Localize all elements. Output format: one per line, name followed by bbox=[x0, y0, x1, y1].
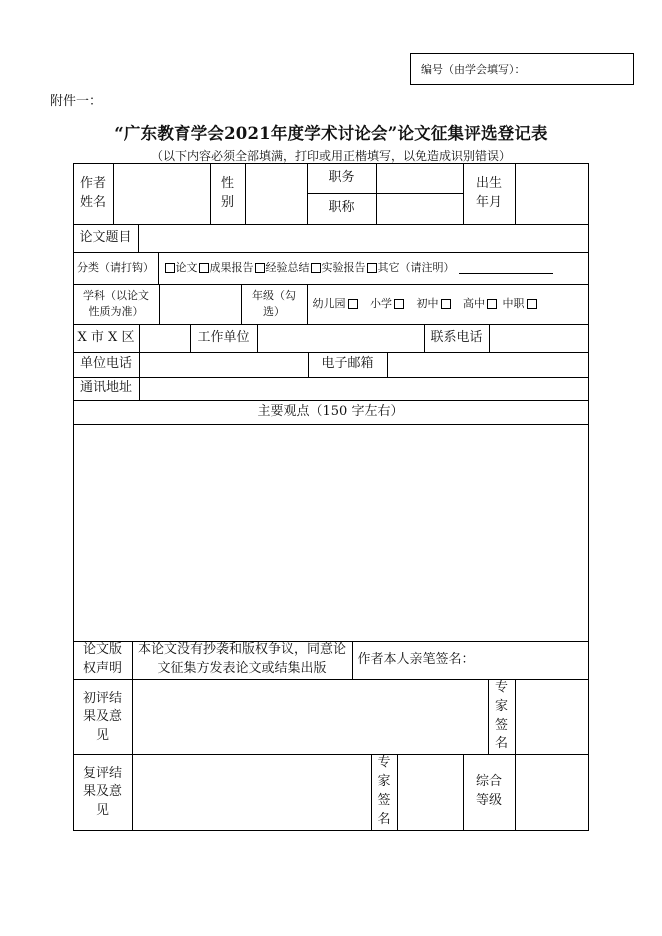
subject-field[interactable] bbox=[159, 284, 242, 325]
other-input-line[interactable] bbox=[459, 263, 553, 274]
email-label: 电子邮箱 bbox=[308, 352, 388, 378]
grade-option-senior: 高中 bbox=[463, 297, 485, 311]
second-review-field[interactable] bbox=[132, 754, 372, 831]
attachment-label: 附件一： bbox=[50, 94, 103, 109]
grade-label: 年级（勾选） bbox=[241, 284, 308, 325]
unit-phone-field[interactable] bbox=[139, 352, 309, 378]
main-points-field[interactable] bbox=[73, 424, 589, 642]
email-field[interactable] bbox=[387, 352, 589, 378]
serial-number-box bbox=[410, 53, 634, 85]
district-field[interactable] bbox=[139, 324, 191, 353]
gender-label: 性别 bbox=[210, 163, 246, 225]
checkbox-icon[interactable] bbox=[348, 299, 358, 309]
first-review-field[interactable] bbox=[132, 679, 489, 755]
grade-option-kindergarten: 幼儿园 bbox=[312, 297, 346, 311]
grade-option-junior: 初中 bbox=[416, 297, 439, 311]
checkbox-icon[interactable] bbox=[165, 263, 175, 273]
work-unit-field[interactable] bbox=[257, 324, 425, 353]
first-expert-sign-field[interactable] bbox=[515, 679, 589, 755]
second-review-label: 复评结果及意见 bbox=[73, 754, 133, 831]
birth-label: 出生年月 bbox=[463, 163, 516, 225]
serial-number-label: 编号（由学会填写）： bbox=[421, 63, 526, 76]
second-expert-sign-label: 专家签名 bbox=[371, 754, 398, 831]
grade-option-vocational: 中职 bbox=[502, 297, 525, 311]
position-label: 职务 bbox=[307, 163, 377, 194]
checkbox-icon[interactable] bbox=[199, 263, 209, 273]
checkbox-icon[interactable] bbox=[394, 299, 404, 309]
author-name-label: 作者姓名 bbox=[73, 163, 114, 225]
district-label: X 市 X 区 bbox=[73, 324, 140, 353]
form-subtitle: （以下内容必须全部填满，打印或用正楷填写，以免造成识别错误） bbox=[150, 149, 511, 163]
checkbox-icon[interactable] bbox=[255, 263, 265, 273]
checkbox-icon[interactable] bbox=[441, 299, 451, 309]
birth-field[interactable] bbox=[515, 163, 589, 225]
address-field[interactable] bbox=[139, 377, 589, 401]
copyright-statement: 本论文没有抄袭和版权争议，同意论文征集方发表论文或结集出版 bbox=[132, 641, 353, 680]
checkbox-icon[interactable] bbox=[367, 263, 377, 273]
category-option-experiment: 实验报告 bbox=[321, 261, 366, 275]
grade-options bbox=[307, 284, 589, 325]
category-option-paper: 论文 bbox=[175, 261, 198, 275]
grade-option-primary: 小学 bbox=[370, 297, 392, 311]
category-label: 分类（请打钩） bbox=[73, 252, 159, 285]
contact-phone-field[interactable] bbox=[489, 324, 589, 353]
category-option-summary: 经验总结 bbox=[265, 261, 310, 275]
title-field[interactable] bbox=[376, 193, 464, 225]
category-option-other: 其它（请注明） bbox=[377, 261, 455, 275]
gender-field[interactable] bbox=[245, 163, 308, 225]
copyright-label: 论文版权声明 bbox=[73, 641, 133, 680]
overall-grade-field[interactable] bbox=[515, 754, 589, 831]
checkbox-icon[interactable] bbox=[527, 299, 537, 309]
subject-label: 学科（以论文性质为准） bbox=[73, 284, 160, 325]
author-name-field[interactable] bbox=[113, 163, 211, 225]
title-label: 职称 bbox=[307, 193, 377, 225]
first-review-label: 初评结果及意见 bbox=[73, 679, 133, 755]
category-option-report: 成果报告 bbox=[209, 261, 254, 275]
checkbox-icon[interactable] bbox=[311, 263, 321, 273]
paper-title-label: 论文题目 bbox=[73, 224, 139, 253]
contact-phone-label: 联系电话 bbox=[424, 324, 490, 353]
work-unit-label: 工作单位 bbox=[190, 324, 258, 353]
form-title: “广东教育学会2021年度学术讨论会”论文征集评选登记表 bbox=[114, 124, 548, 143]
category-options bbox=[158, 252, 589, 285]
position-field[interactable] bbox=[376, 163, 464, 194]
paper-title-field[interactable] bbox=[138, 224, 589, 253]
author-signature-field[interactable]: 作者本人亲笔签名： bbox=[352, 641, 589, 680]
second-expert-sign-field[interactable] bbox=[397, 754, 464, 831]
overall-grade-label: 综合等级 bbox=[463, 754, 516, 831]
first-expert-sign-label: 专家签名 bbox=[488, 679, 516, 755]
address-label: 通讯地址 bbox=[73, 377, 140, 401]
unit-phone-label: 单位电话 bbox=[73, 352, 140, 378]
checkbox-icon[interactable] bbox=[487, 299, 497, 309]
main-points-label: 主要观点（150 字左右） bbox=[73, 400, 589, 425]
